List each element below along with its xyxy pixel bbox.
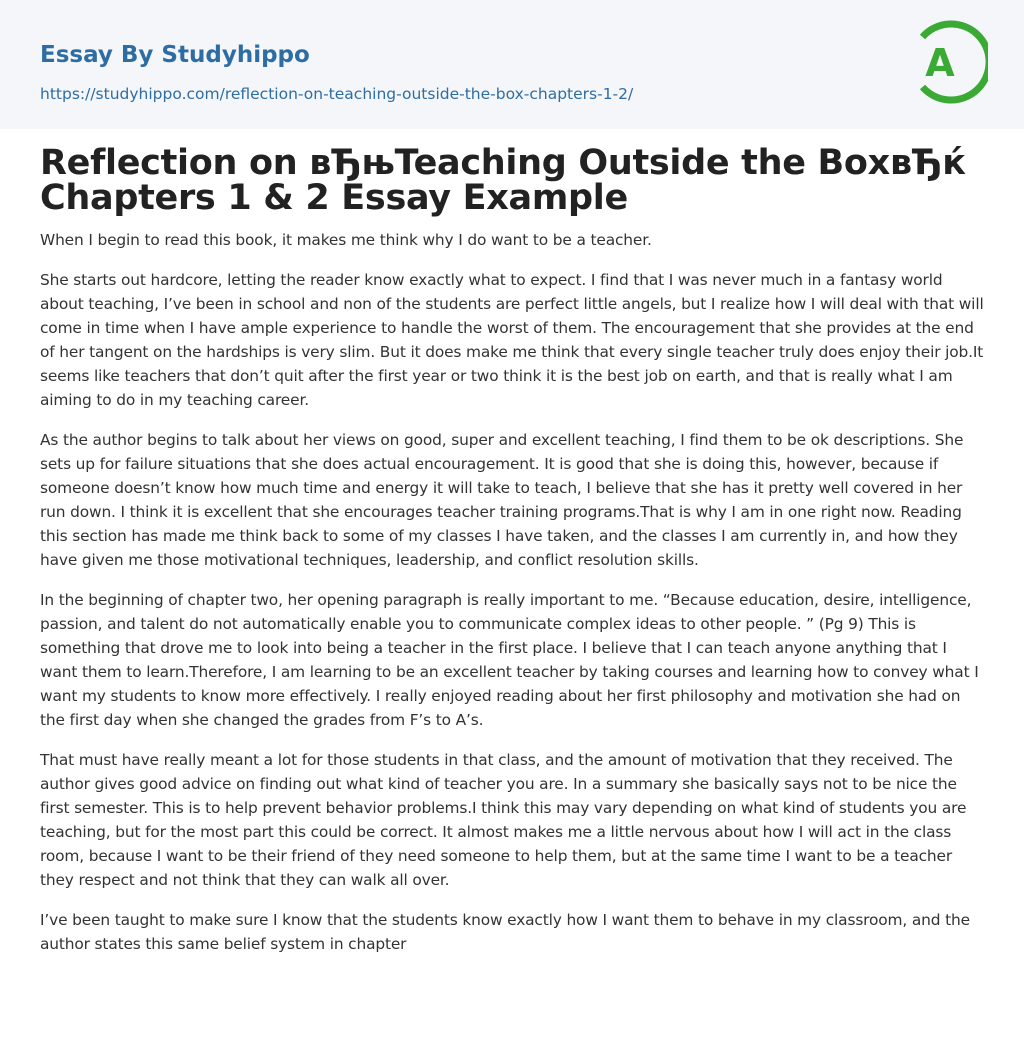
essay-paragraph-1: When I begin to read this book, it makes me think why I do want to be a teacher. bbox=[40, 231, 652, 249]
studyhippo-logo-icon[interactable] bbox=[908, 18, 988, 106]
article bbox=[40, 143, 984, 956]
site-brand[interactable]: Essay By Studyhippo bbox=[40, 42, 310, 68]
title-line-1: Reflection on вЂњTeaching Outside the BoxвЂќ bbox=[40, 143, 966, 183]
logo-letter: A bbox=[925, 41, 955, 85]
essay-body bbox=[40, 228, 984, 956]
page-title bbox=[40, 143, 984, 218]
site-header bbox=[0, 0, 1024, 129]
source-url-link[interactable]: https://studyhippo.com/reflection-on-teaching-outside-the-box-chapters-1-2/ bbox=[40, 85, 634, 103]
essay-paragraph-6: I’ve been taught to make sure I know that the students know exactly how I want them to behave in my classroom, and the author states this same belief system in chapter bbox=[40, 911, 970, 953]
essay-paragraph-5: That must have really meant a lot for those students in that class, and the amount of motivation that they received. The author gives good advice on finding out what kind of teacher you are. In a summary she basically says not to be nice the first semester. This is to help prevent behavior problems.I think this may vary depending on what kind of students you are teaching, but for the most part this could be correct. It almost makes me a little nervous about how I will act in the class room, because I want to be their friend of they need someone to help them, but at the same time I want to be a teacher they respect and not think that they can walk all over. bbox=[40, 751, 967, 889]
title-line-2: Chapters 1 & 2 Essay Example bbox=[40, 178, 628, 218]
essay-paragraph-2: She starts out hardcore, letting the reader know exactly what to expect. I find that I was never much in a fantasy world about teaching, I’ve been in school and non of the students are perfect little angels, but I realize how I will deal with that will come in time when I have ample experience to handle the worst of them. The encouragement that she provides at the end of her tangent on the hardships is very slim. But it does make me think that every single teacher truly does enjoy their job.It seems like teachers that don’t quit after the first year or two think it is the best job on earth, and that is really what I am aiming to do in my teaching career. bbox=[40, 271, 984, 409]
essay-paragraph-4: In the beginning of chapter two, her opening paragraph is really important to me. “Because education, desire, intelligence, passion, and talent do not automatically enable you to communicate complex ideas to other people. ” (Pg 9) This is something that drove me to look into being a teacher in the first place. I believe that I can teach anyone anything that I want them to learn.Therefore, I am learning to be an excellent teacher by taking courses and learning how to convey what I want my students to know more effectively. I really enjoyed reading about her first philosophy and motivation she had on the first day when she changed the grades from F’s to A’s. bbox=[40, 591, 979, 729]
essay-paragraph-3: As the author begins to talk about her views on good, super and excellent teaching, I find them to be ok descriptions. She sets up for failure situations that she does actual encouragement. It is good that she is doing this, however, because if someone doesn’t know how much time and energy it will take to teach, I believe that she has it pretty well covered in her run down. I think it is excellent that she encourages teacher training programs.That is why I am in one right now. Reading this section has made me think back to some of my classes I have taken, and the classes I am currently in, and how they have given me those motivational techniques, leadership, and conflict resolution skills. bbox=[40, 431, 964, 569]
